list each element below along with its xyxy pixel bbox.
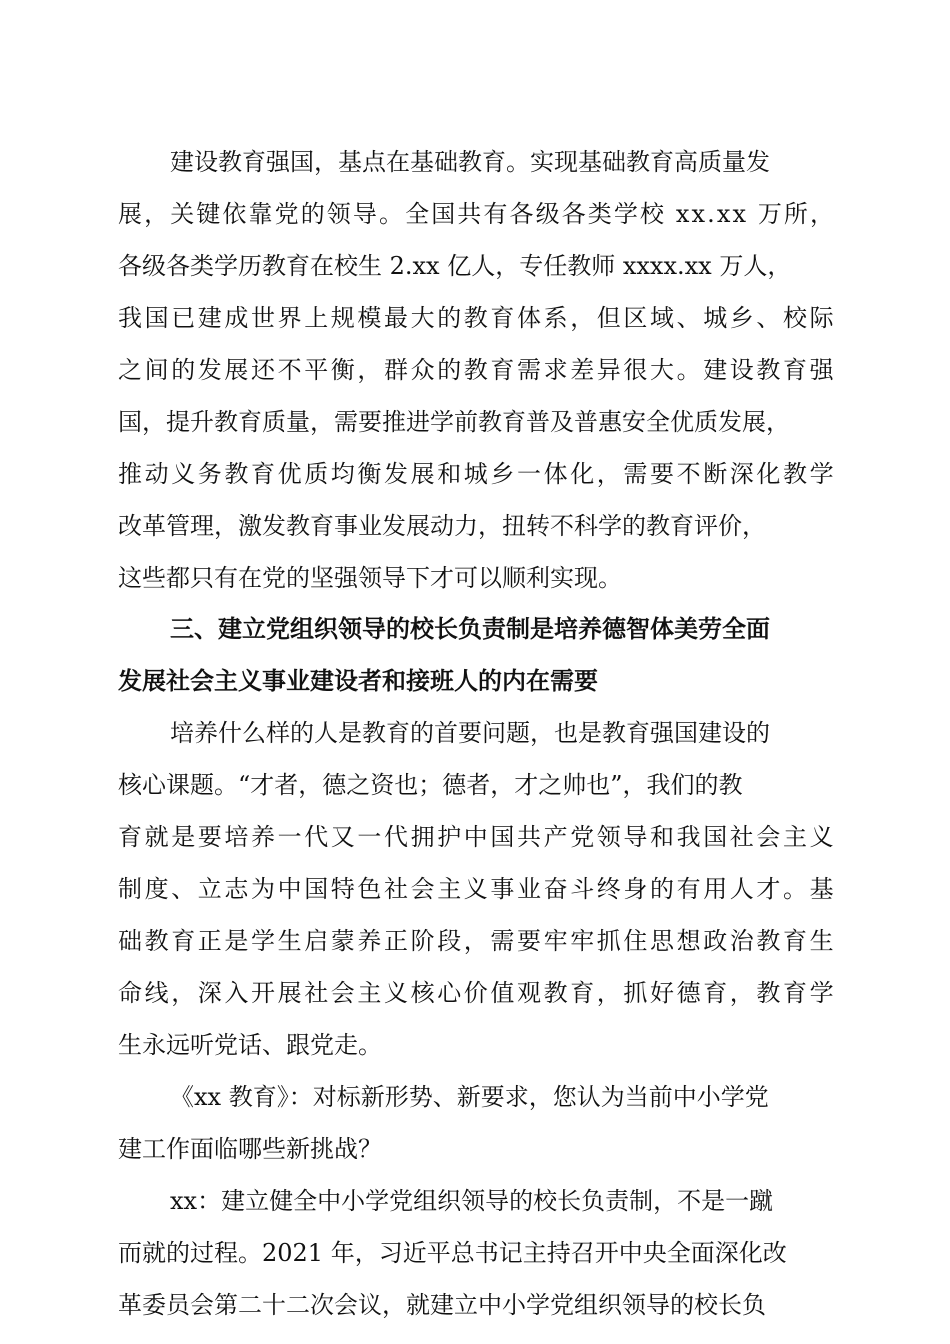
paragraph-1-line-6: 国，提升教育质量，需要推进学前教育普及普惠安全优质发展， <box>118 408 790 436</box>
paragraph-1-line-1: 建设教育强国，基点在基础教育。实现基础教育高质量发 <box>170 148 770 176</box>
paragraph-2-line-1: 培养什么样的人是教育的首要问题，也是教育强国建设的 <box>170 719 770 747</box>
paragraph-1-line-4: 我国已建成世界上规模最大的教育体系，但区域、城乡、校际 <box>118 304 837 332</box>
paragraph-1-line-7: 推动义务教育优质均衡发展和城乡一体化，需要不断深化教学 <box>118 460 837 488</box>
paragraph-1-line-8: 改革管理，激发教育事业发展动力，扭转不科学的教育评价， <box>118 512 766 540</box>
paragraph-2-line-4: 制度、立志为中国特色社会主义事业奋斗终身的有用人才。基 <box>118 875 837 903</box>
paragraph-1-line-9: 这些都只有在党的坚强领导下才可以顺利实现。 <box>118 564 622 592</box>
answer-line-2: 而就的过程。2021 年，习近平总书记主持召开中央全面深化改 <box>118 1239 787 1267</box>
paragraph-2-line-3: 育就是要培养一代又一代拥护中国共产党领导和我国社会主义 <box>118 823 837 851</box>
section-heading-line-2: 发展社会主义事业建设者和接班人的内在需要 <box>118 667 598 695</box>
question-line-1: 《xx 教育》：对标新形势、新要求，您认为当前中小学党 <box>170 1083 769 1111</box>
paragraph-2-line-2: 核心课题。“才者，德之资也；德者，才之帅也”，我们的教 <box>118 771 743 799</box>
paragraph-1-line-2: 展，关键依靠党的领导。全国共有各级各类学校 xx.xx 万所， <box>118 200 837 228</box>
answer-line-3: 革委员会第二十二次会议，就建立中小学党组织领导的校长负 <box>118 1291 766 1319</box>
paragraph-1-line-3: 各级各类学历教育在校生 2.xx 亿人，专任教师 xxxx.xx 万人， <box>118 252 792 280</box>
paragraph-2-line-7: 生永远听党话、跟党走。 <box>118 1031 382 1059</box>
answer-line-1: xx：建立健全中小学党组织领导的校长负责制，不是一蹴 <box>170 1187 774 1215</box>
paragraph-1-line-5: 之间的发展还不平衡，群众的教育需求差异很大。建设教育强 <box>118 356 837 384</box>
question-line-2: 建工作面临哪些新挑战？ <box>118 1135 382 1163</box>
paragraph-2-line-5: 础教育正是学生启蒙养正阶段，需要牢牢抓住思想政治教育生 <box>118 927 837 955</box>
paragraph-2-line-6: 命线，深入开展社会主义核心价值观教育，抓好德育，教育学 <box>118 979 837 1007</box>
section-heading-line-1: 三、建立党组织领导的校长负责制是培养德智体美劳全面 <box>170 615 770 643</box>
